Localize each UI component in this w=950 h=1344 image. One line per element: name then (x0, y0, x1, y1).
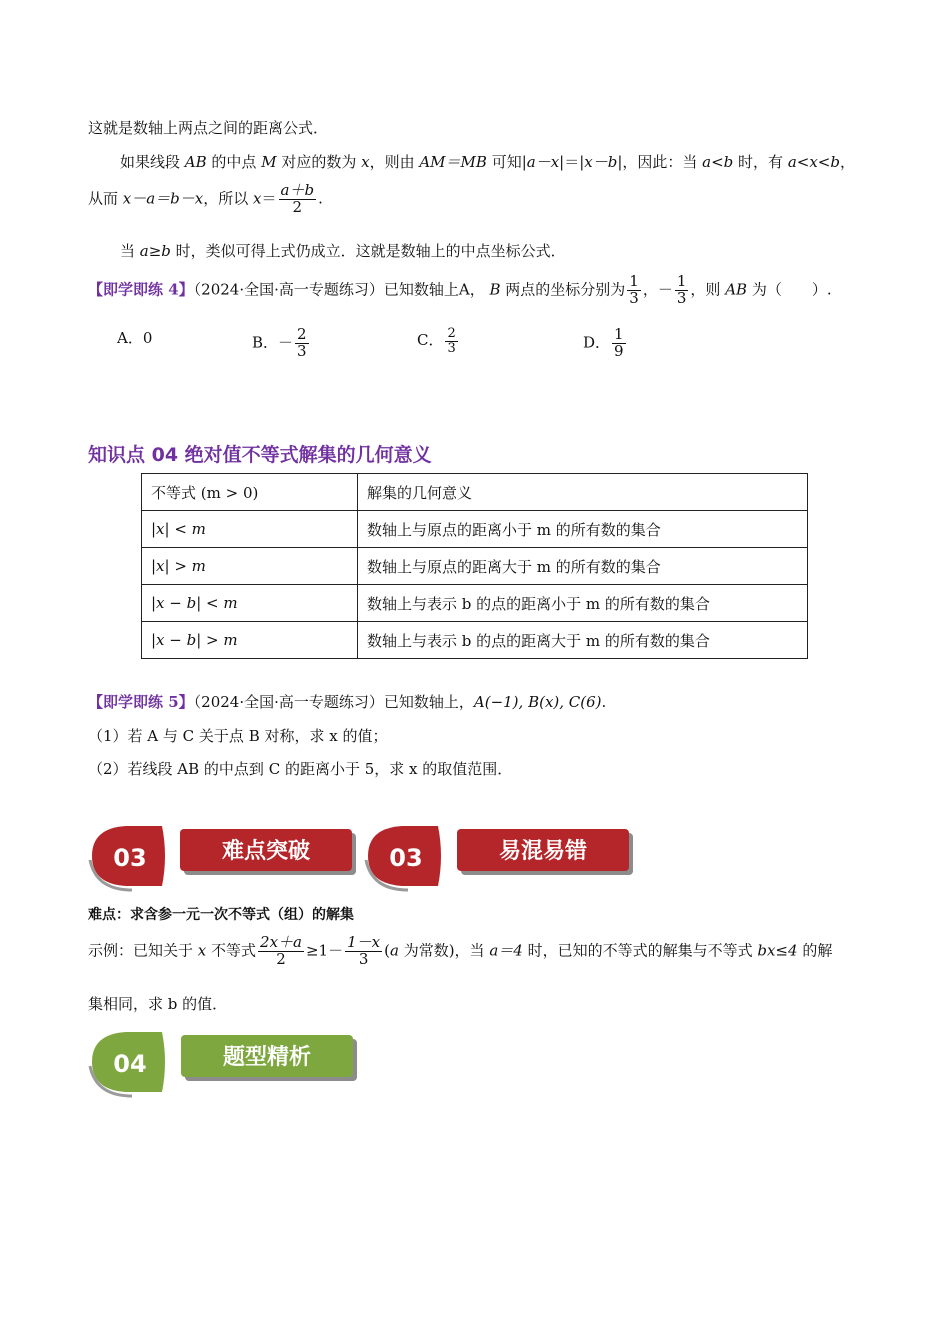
fraction-midpoint: $\frac{a+b}{2}$ (280, 181, 315, 216)
svg-text:04: 04 (113, 1050, 147, 1078)
option-a[interactable]: A．0 (117, 329, 153, 347)
difficulty-example: 示例：已知关于 x 不等式 $\frac{2x+a}{2}$ ≥1－ $\frac{1-x}{3}$ (a 为常数)，当 a＝4 时，已知的不等式的解集与不等式 bx≤4 的解 (88, 933, 833, 968)
table-row (142, 622, 808, 659)
table-header-cell: 解集的几何意义 (358, 474, 808, 511)
table-header-row (142, 474, 808, 511)
option-b[interactable]: B．－ $\frac{2}{3}$ (252, 325, 307, 360)
option-c[interactable]: C． $\frac{2}{3}$ (417, 326, 456, 356)
exercise-4-stem: 【即学即练 4】（2024·全国·高一专题练习）已知数轴上A， B 两点的坐标分别为 $\frac{1}{3}$ ，－ $\frac{1}{3}$ ，则 AB 为（ ）. (88, 272, 832, 307)
option-d[interactable]: D． $\frac{1}{9}$ (583, 325, 624, 360)
table-cell-meaning: 数轴上与表示 b 的点的距离大于 m 的所有数的集合 (358, 622, 808, 659)
option-b-fraction: $\frac{2}{3}$ (297, 325, 307, 360)
table-row (142, 511, 808, 548)
option-c-fraction: $\frac{2}{3}$ (447, 326, 456, 356)
fraction-2x-plus-a: $\frac{2x+a}{2}$ (260, 933, 302, 968)
paragraph-midpoint-derivation: 如果线段 AB 的中点 M 对应的数为 x，则由 AM＝MB 可知|a－x|＝|x－b|，因此：当 a<b 时，有 a<x<b， (120, 153, 855, 171)
exercise-5-stem: 【即学即练 5】（2024·全国·高一专题练习）已知数轴上，A(−1), B(x), C(6). (88, 693, 607, 711)
exercise-4-tag: 【即学即练 4】 (88, 280, 194, 299)
table-cell-inequality: |x| < m (142, 511, 358, 548)
table-cell-inequality: |x − b| < m (142, 585, 358, 622)
section-banner-03 (88, 820, 633, 892)
abs-inequality-table (141, 473, 808, 659)
difficulty-example-line2: 集相同，求 b 的值． (88, 995, 228, 1013)
paragraph-distance-formula: 这就是数轴上两点之间的距离公式． (88, 119, 329, 137)
table-cell-meaning: 数轴上与原点的距离小于 m 的所有数的集合 (358, 511, 808, 548)
badge-04-question-types (88, 1026, 363, 1098)
svg-text:题型精析: 题型精析 (222, 1045, 312, 1070)
table-cell-inequality: |x − b| > m (142, 622, 358, 659)
svg-text:难点突破: 难点突破 (221, 839, 311, 864)
table-cell-meaning: 数轴上与表示 b 的点的距离小于 m 的所有数的集合 (358, 585, 808, 622)
badge-03-difficulty (90, 826, 356, 890)
paragraph-midpoint-general: 当 a≥b 时，类似可得上式仍成立．这就是数轴上的中点坐标公式． (120, 242, 566, 260)
table-cell-meaning: 数轴上与原点的距离大于 m 的所有数的集合 (358, 548, 808, 585)
exercise-5-question-2: （2）若线段 AB 的中点到 C 的距离小于 5，求 x 的取值范围． (88, 760, 513, 778)
exercise-5-tag: 【即学即练 5】 (88, 693, 194, 711)
fraction-neg-one-third: $\frac{1}{3}$ (676, 272, 687, 307)
svg-text:易混易错: 易混易错 (498, 839, 588, 864)
badge-03-confusion (366, 826, 633, 890)
option-d-fraction: $\frac{1}{9}$ (614, 325, 624, 360)
table-row (142, 548, 808, 585)
fraction-1-minus-x: $\frac{1-x}{3}$ (347, 933, 381, 968)
table-row (142, 585, 808, 622)
difficulty-title: 难点：求含参一元一次不等式（组）的解集 (88, 907, 354, 923)
exercise-5-question-1: （1）若 A 与 C 关于点 B 对称，求 x 的值； (88, 727, 388, 745)
table-cell-inequality: |x| > m (142, 548, 358, 585)
svg-text:03: 03 (113, 844, 147, 872)
table-header-cell: 不等式 (m > 0) (142, 474, 358, 511)
section-title-kp04: 知识点 04 绝对值不等式解集的几何意义 (88, 444, 432, 466)
svg-text:03: 03 (389, 844, 423, 872)
paragraph-midpoint-result: 从而 x－a＝b－x，所以 x＝ $\frac{a+b}{2}$ . (88, 181, 323, 216)
fraction-one-third: $\frac{1}{3}$ (629, 272, 639, 307)
